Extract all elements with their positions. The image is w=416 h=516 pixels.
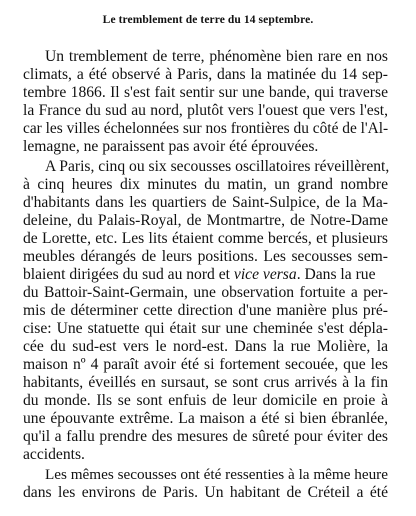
text-line: à cinq heures dix minutes du matin, un grand nombre (23, 176, 388, 193)
text-line: Un tremblement de terre, phénomène bien rare en nos (45, 48, 388, 65)
text-segment: blaient dirigées du sud au nord et (23, 266, 230, 283)
text-line: d'habitants dans les quartiers de Saint-Sulpice, de la Ma- (23, 194, 388, 211)
text-line: habitants, éveillés en sursaut, se sont crus arrivés à la fin (23, 374, 388, 391)
text-line-mixed (23, 266, 388, 284)
text-line: dans les environs de Paris. Un habitant de Créteil a été (23, 484, 388, 501)
text-line: cée du sud-est vers le nord-est. Dans la rue Molière, la (23, 338, 388, 355)
text-line: Les mêmes secousses ont été ressenties à la même heure (45, 466, 388, 483)
text-line: A Paris, cinq ou six secousses oscillatoires réveillèrent, (45, 158, 390, 175)
text-line: du monde. Ils se sont enfuis de leur domicile en proie à (23, 392, 388, 409)
text-line: la France du sud au nord, plutôt vers l'ouest que vers l'est, (23, 102, 388, 119)
text-line: accidents. (23, 446, 85, 463)
text-line: meubles dérangés de leurs positions. Les secousses sem- (23, 248, 388, 265)
text-line: une épouvante extrême. La maison a été si bien ébranlée, (23, 410, 388, 427)
text-line: climats, a été observé à Paris, dans la matinée du 14 sep- (23, 66, 388, 83)
text-line: deleine, du Palais-Royal, de Montmartre, de Notre-Dame (23, 212, 388, 229)
text-line: lemagne, ne paraissent pas avoir été éprouvées. (23, 138, 319, 155)
text-line: de Lorette, etc. Les lits étaient comme bercés, et plusieurs (23, 230, 388, 247)
text-line: cise: Une statuette qui était sur une cheminée s'est dépla- (23, 320, 388, 337)
text-line: car les villes échelonnées sur nos frontières du côté de l'Al- (23, 120, 389, 137)
page-title: Le tremblement de terre du 14 septembre. (102, 14, 314, 26)
text-line: tembre 1866. Il s'est fait sentir sur une bande, qui traverse (23, 84, 388, 101)
italic-phrase: vice versa (233, 266, 297, 283)
text-line: qu'il a fallu prendre des mesures de sûreté pour éviter des (23, 428, 388, 445)
text-line: maison nº 4 paraît avoir été si fortement secouée, que les (23, 356, 388, 373)
text-line: mis de déterminer cette direction d'une manière plus pré- (23, 302, 388, 319)
text-line: du Battoir-Saint-Germain, une observation fortuite a per- (23, 284, 388, 301)
text-segment: . Dans la rue (296, 266, 376, 283)
